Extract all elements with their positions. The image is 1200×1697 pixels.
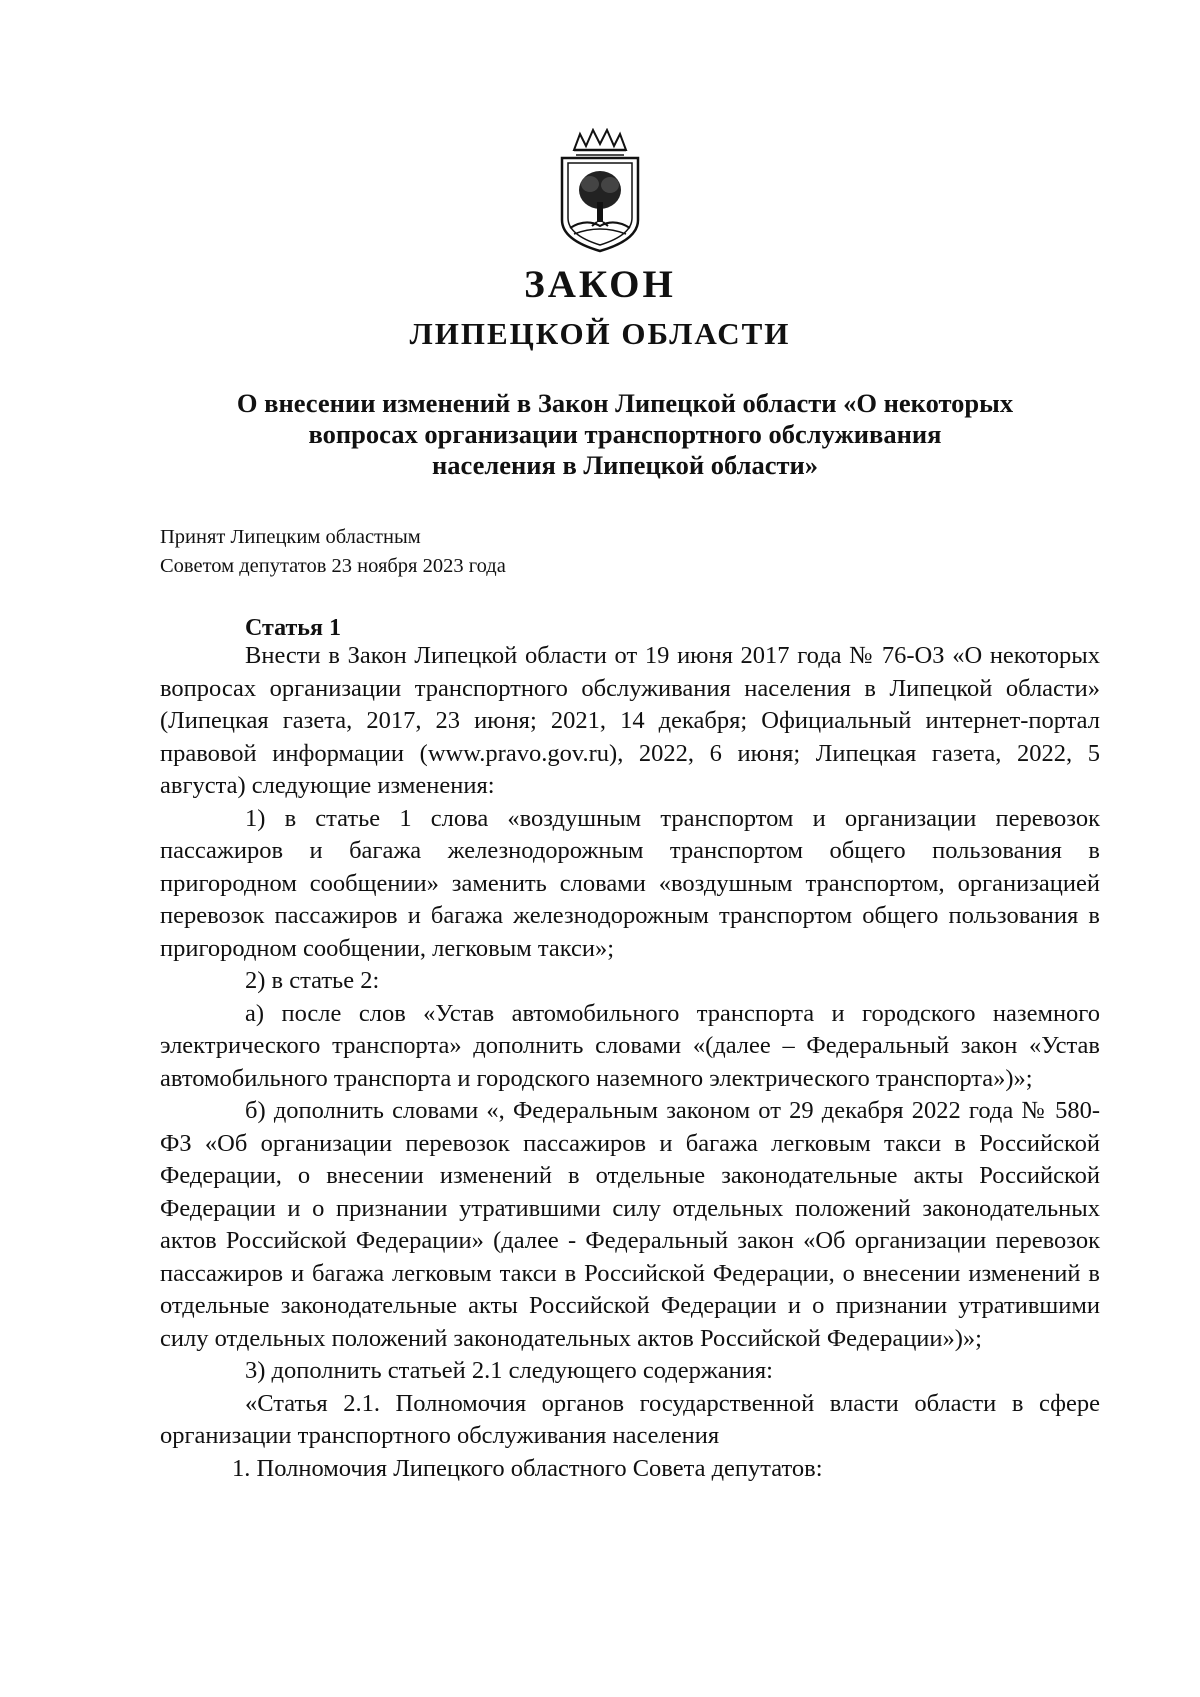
coat-of-arms-icon [552, 128, 648, 254]
article-heading: Статья 1 [245, 615, 341, 641]
paragraph: а) после слов «Устав автомобильного транспорта и городского наземного электрического транспорта» дополнить словами «(далее – Федеральный закон «Устав автомобильного транспорта и городского наземного электрического транспорта»)»; [160, 999, 1100, 1092]
law-name [160, 388, 1090, 481]
law-title: ЗАКОН [524, 263, 676, 306]
paragraph: 1) в статье 1 слова «воздушным транспортом и организации перевозок пассажиров и багажа железнодорожным транспортом общего пользования в пригородном сообщении» заменить словами «воздушным транспортом, организацией перевозок пассажиров и багажа железнодорожным транспортом общего пользования в пригородном сообщении, легковым такси»; [160, 804, 1100, 962]
paragraph: 2) в статье 2: [245, 967, 380, 994]
adoption-line: Принят Липецким областным [160, 526, 421, 548]
law-name-line: О внесении изменений в Закон Липецкой области «О некоторых [236, 388, 1014, 418]
paragraph: Внести в Закон Липецкой области от 19 июня 2017 года № 76-ОЗ «О некоторых вопросах организации транспортного обслуживания населения в Липецкой области» (Липецкая газета, 2017, 23 июня; 2021, 14 декабря; Официальный интернет-портал правовой информации (www.pravo.gov.ru), 2022, 6 июня; Липецкая газета, 2022, 5 августа) следующие изменения: [160, 642, 1100, 799]
region-title: ЛИПЕЦКОЙ ОБЛАСТИ [409, 316, 791, 351]
paragraph: 1. Полномочия Липецкого областного Совета депутатов: [232, 1454, 823, 1482]
paragraph: «Статья 2.1. Полномочия органов государственной власти области в сфере организации транспортного обслуживания населения [160, 1389, 1100, 1449]
adoption-line: Советом депутатов 23 ноября 2023 года [160, 555, 506, 577]
law-name-line: населения в Липецкой области» [431, 450, 819, 480]
paragraph: б) дополнить словами «, Федеральным законом от 29 декабря 2022 года № 580-ФЗ «Об организации перевозок пассажиров и багажа легковым такси в Российской Федерации, о внесении изменений в отдельные законодательные акты Российской Федерации и о признании утратившими силу отдельных положений законодательных актов Российской Федерации» (далее - Федеральный закон «Об организации перевозок пассажиров и багажа легковым такси в Российской Федерации, о внесении изменений в отдельные законодательные акты Российской Федерации и о признании утратившими силу отдельных положений законодательных актов Российской Федерации»)»; [160, 1097, 1100, 1352]
paragraph: 3) дополнить статьей 2.1 следующего содержания: [245, 1357, 773, 1384]
article-body [160, 640, 1100, 1485]
adoption-note [160, 523, 506, 581]
law-name-line: вопросах организации транспортного обслуживания [308, 419, 942, 449]
